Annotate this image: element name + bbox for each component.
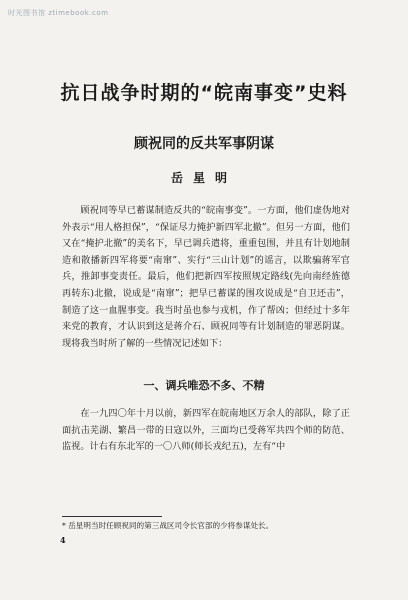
body-section-1	[62, 406, 350, 456]
author: 岳星明	[170, 171, 237, 185]
footnote: * 岳星明当时任顾祝同的第三战区司令长官部的少将参谋处长。	[62, 521, 274, 530]
paragraph-2: 在一九四〇年十月以前，新四军在皖南地区万余人的部队，除了正面抗击芜湖、繁昌一带的日寇以外，三面均已受蒋军共四个师的防范、监视。计右有东北军的一〇八师(师长戎纪五)，左有“中	[62, 408, 350, 453]
section-heading: 一、调兵唯恐不多、不精	[143, 379, 265, 392]
paragraph-1: 顾祝同等早已蓄谋制造反共的“皖南事变”。一方面，他们虚伪地对外表示“用人格担保”，“保证尽力掩护新四军北撤”。但另一方面，他们又在“掩护北撤”的美名下，早已调兵遣将，重重包围，并且有计划地制造和散播新四军将要“南窜”、实行“三山计划”的谣言，以欺骗蒋军官兵，推卸事变责任。最后，他们把新四军按照规定路线(先向南经旌德再转东)北撤，说成是“南窜”；把早已蓄谋的围攻说成是“自卫还击”，制造了这一血腥事变。我当时虽也参与戎机，作了帮凶；但经过十多年来党的教育，才认识到这是蒋介石、顾祝同等有计划制造的罪恶阴谋。现将我当时所了解的一些情况记述如下：	[62, 205, 350, 349]
watermark: 时光图书馆 ztimebook.com	[8, 9, 109, 17]
body-section-intro	[62, 203, 350, 352]
footnote-divider	[62, 516, 162, 517]
subtitle: 顾祝同的反共军事阴谋	[134, 136, 274, 152]
main-title: 抗日战争时期的“皖南事变”史料	[60, 82, 348, 104]
page-number: 4	[60, 535, 66, 545]
